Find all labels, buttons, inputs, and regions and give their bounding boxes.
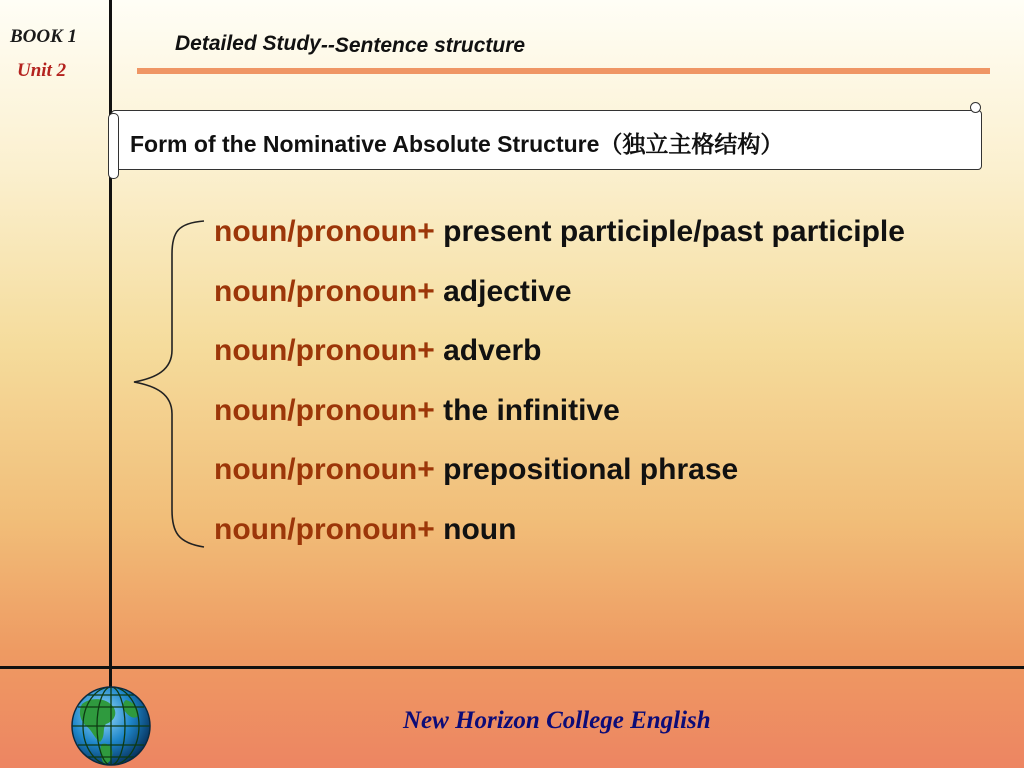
pattern-item	[214, 450, 905, 510]
pattern-tail: prepositional phrase	[443, 453, 739, 487]
section-title-sub: --Sentence structure	[320, 34, 526, 57]
book-label: BOOK 1	[10, 26, 78, 47]
pattern-item	[214, 212, 905, 272]
pattern-tail: present participle/past participle	[443, 215, 905, 248]
section-title	[175, 34, 525, 58]
pattern-head: noun/pronoun+	[214, 393, 435, 427]
section-title-main: Detailed Study	[175, 32, 321, 55]
globe-icon	[68, 684, 154, 768]
pattern-item	[214, 272, 905, 332]
pattern-head: noun/pronoun+	[214, 334, 435, 368]
vertical-divider-line	[109, 0, 112, 700]
unit-label: Unit 2	[17, 60, 67, 81]
pattern-head: noun/pronoun+	[214, 512, 435, 546]
pattern-head: noun/pronoun+	[214, 274, 435, 308]
footer-title: New Horizon College English	[403, 707, 711, 734]
banner-heading: Form of the Nominative Absolute Structure（独立主格结构）	[130, 131, 784, 157]
pattern-tail: adjective	[443, 274, 572, 308]
pattern-item	[214, 510, 905, 570]
pattern-item	[214, 331, 905, 391]
pattern-tail: noun	[443, 512, 517, 546]
horizontal-divider-line	[0, 666, 1024, 669]
pattern-list	[214, 212, 905, 570]
curly-brace-icon	[130, 218, 210, 550]
title-underline	[137, 68, 990, 74]
pattern-head: noun/pronoun+	[214, 453, 435, 487]
pattern-tail: the infinitive	[443, 393, 620, 427]
pattern-item	[214, 391, 905, 451]
scroll-curl-left	[108, 113, 119, 179]
scroll-curl-right	[970, 102, 981, 113]
pattern-tail: adverb	[443, 334, 542, 368]
pattern-head: noun/pronoun+	[214, 215, 435, 248]
